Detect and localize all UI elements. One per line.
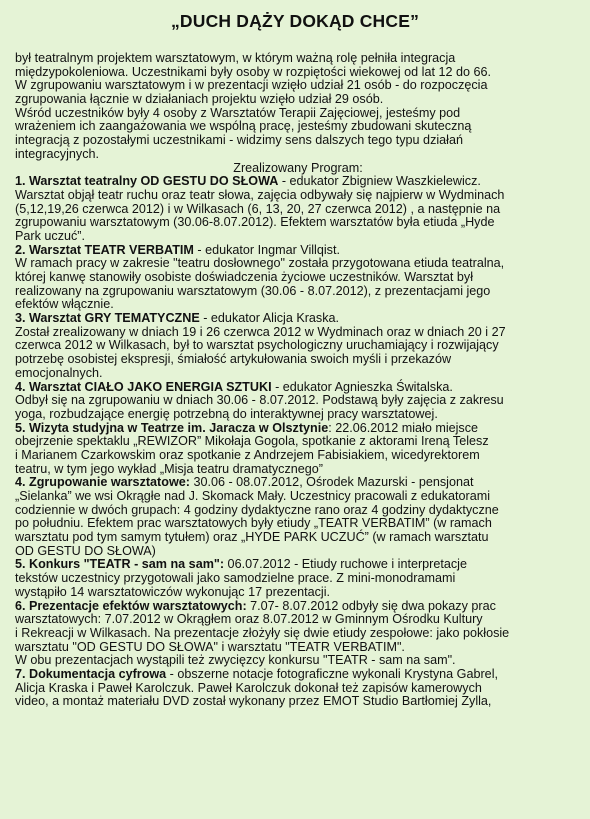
item-heading: 1. Warsztat teatralny OD GESTU DO SŁOWA	[15, 174, 279, 189]
text-line: tekstów uczestnicy przygotowali jako samodzielne prace. Z mini-monodramami	[15, 571, 456, 586]
program-item-9	[15, 668, 581, 709]
item-heading: 7. Dokumentacja cyfrowa	[15, 666, 167, 681]
item-heading-line	[15, 175, 581, 189]
text-line: emocjonalnych.	[15, 365, 103, 380]
program-item-1	[15, 175, 581, 243]
program-item-5	[15, 422, 581, 477]
text-line: efektów włącznie.	[15, 297, 114, 312]
item-heading-line	[15, 558, 581, 572]
program-item-8	[15, 600, 581, 668]
text-line: Wśród uczestników były 4 osoby z Warsztatów Terapii Zajęciowej, jesteśmy pod	[15, 105, 461, 120]
item-heading-rest: - obszerne notacje fotograficzne wykonali Krystyna Gabrel,	[166, 666, 498, 681]
program-item-4	[15, 381, 581, 422]
item-heading-rest: - edukator Agnieszka Świtalska.	[271, 379, 453, 394]
text-line: integracją z pozostałymi uczestnikami - widzimy sens dalszych tego typu działań	[15, 133, 463, 148]
program-heading: Zrealizowany Program:	[233, 160, 363, 175]
item-heading-rest: 7.07- 8.07.2012 odbyły się dwa pokazy prac	[246, 598, 496, 613]
text-line: warsztatu pod tym samym tytułem) oraz „HYDE PARK UCZUĆ” (w ramach warsztatu	[15, 530, 489, 545]
item-heading-rest: 06.07.2012 - Etiudy ruchowe i interpretacje	[224, 557, 467, 572]
text-line: Park uczuć”.	[15, 228, 85, 243]
document-title: „DUCH DĄŻY DOKĄD CHCE”	[170, 11, 420, 31]
item-heading-rest: - edukator Ingmar Villqist.	[193, 242, 340, 257]
item-heading-line	[15, 381, 581, 395]
text-line: potrzebę osobistej ekspresji, śmiałość artykułowania swoich myśli i przekazów	[15, 352, 452, 367]
text-line: W obu prezentacjach wystąpili też zwycięzcy konkursu "TEATR - sam na sam".	[15, 653, 456, 668]
item-heading: 5. Konkurs "TEATR - sam na sam":	[15, 557, 225, 572]
text-line: i Marianem Czarkowskim oraz spotkanie z Andrzejem Fabisiakiem, wicedyrektorem	[15, 447, 480, 462]
item-heading: 4. Warsztat CIAŁO JAKO ENERGIA SZTUKI	[15, 379, 272, 394]
item-heading-line	[15, 476, 581, 490]
text-line: teatru, w tym jego wykład „Misja teatru dramatycznego”	[15, 461, 323, 476]
text-line: obejrzenie spektaklu „REWIZOR” Mikołaja Gogola, spotkanie z aktorami Ireną Telesz	[15, 434, 489, 449]
intro-paragraph	[15, 52, 581, 162]
text-line: był teatralnym projektem warsztatowym, w którym ważną rolę pełniła integracja	[15, 51, 456, 65]
item-heading-line	[15, 244, 581, 258]
text-line: OD GESTU DO SŁOWA)	[15, 543, 156, 558]
text-line: zgrupowaniu warsztatowym (30.06-8.07.2012). Efektem warsztatów była etiuda „Hyde	[15, 215, 495, 230]
text-line: Alicja Kraska i Paweł Karolczuk. Paweł Karolczuk dokonał też zapisów kamerowych	[15, 680, 482, 695]
text-line: video, a montaż materiału DVD został wykonany przez EMOT Studio Bartłomiej Zylla,	[15, 694, 492, 709]
text-line: warsztatowych: 7.07.2012 w Okrągłem oraz 8.07.2012 w Gminnym Ośrodku Kultury	[15, 612, 483, 627]
text-line: i Rekreacji w Wilkasach. Na prezentacje złożyły się dwie etiudy zespołowe: jako pokłosie	[15, 625, 510, 640]
text-line: W ramach pracy w zakresie "teatru dosłownego" została przygotowana etiuda teatralna,	[15, 256, 505, 271]
text-line: czerwca 2012 w Wilkasach, był to warsztat psychologiczny uruchamiający i rozwijający	[15, 338, 499, 353]
text-line: codziennie w dwóch grupach: 4 godziny dydaktyczne rano oraz 4 godziny dydaktyczne	[15, 502, 499, 517]
text-line: wystąpiło 14 warsztatowiczów wykonując 17 prezentacji.	[15, 584, 330, 599]
text-line: (5,12,19,26 czerwca 2012) i w Wilkasach (6, 13, 20, 27 czerwca 2012) , a następnie na	[15, 201, 501, 216]
text-line: po południu. Efektem prac warsztatowych były etiudy „TEATR VERBATIM” (w ramach	[15, 516, 492, 531]
text-line: integracyjnych.	[15, 146, 99, 161]
item-heading-line	[15, 422, 581, 436]
item-heading: 2. Warsztat TEATR VERBATIM	[15, 242, 194, 257]
item-heading-rest: 30.06 - 08.07.2012, Ośrodek Mazurski - pensjonat	[189, 475, 474, 490]
item-heading-line	[15, 668, 581, 682]
item-heading-rest: - edukator Alicja Kraska.	[199, 311, 340, 326]
item-heading: 3. Warsztat GRY TEMATYCZNE	[15, 311, 200, 326]
program-item-3	[15, 312, 581, 380]
text-line: Odbył się na zgrupowaniu w dniach 30.06 - 8.07.2012. Podstawą były zajęcia z zakresu	[15, 393, 504, 408]
item-heading: 5. Wizyta studyjna w Teatrze im. Jaracza w Olsztynie	[15, 420, 329, 435]
text-line: Warsztat objął teatr ruchu oraz teatr słowa, zajęcia odbywały się najpierw w Wydminach	[15, 187, 505, 202]
text-line: wrażeniem ich zaangażowania we wspólną pracę, jesteśmy zbudowani skuteczną	[15, 119, 472, 134]
text-line: yoga, rozbudzające energię potrzebną do interaktywnej pracy warsztatowej.	[15, 406, 438, 421]
text-line: realizowany na zgrupowaniu warsztatowym (30.06 - 8.07.2012), z prezentacjami jego	[15, 283, 491, 298]
text-line: „Sielanka” we wsi Okrągłe nad J. Skomack Mały. Uczestnicy pracowali z edukatorami	[15, 489, 491, 503]
text-line: warsztatu "OD GESTU DO SŁOWA" i warsztatu "TEATR VERBATIM".	[15, 639, 405, 654]
item-heading-rest: : 22.06.2012 miało miejsce	[328, 420, 479, 435]
item-heading-line	[15, 600, 581, 614]
item-heading: 4. Zgrupowanie warsztatowe:	[15, 475, 190, 490]
program-item-2	[15, 244, 581, 312]
item-heading: 6. Prezentacje efektów warsztatowych:	[15, 598, 247, 613]
item-heading-rest: - edukator Zbigniew Waszkielewicz.	[278, 174, 481, 189]
program-item-6	[15, 476, 581, 558]
text-line: zgrupowania łącznie w działaniach projektu wzięło udział 29 osób.	[15, 92, 384, 107]
program-item-7	[15, 558, 581, 599]
text-line: międzypokoleniowa. Uczestnikami były osoby w rozpiętości wiekowej od lat 12 do 66.	[15, 64, 491, 79]
text-line: Został zrealizowany w dniach 19 i 26 czerwca 2012 w Wydminach oraz w dniach 20 i 27	[15, 324, 506, 339]
item-heading-line	[15, 312, 581, 326]
document-body	[15, 52, 581, 709]
text-line: W zgrupowaniu warsztatowym i w prezentacji wzięło udział 21 osób - do rozpoczęcia	[15, 78, 488, 93]
text-line: której kanwę stanowiły osobiste doświadczenia życiowe uczestników. Warsztat był	[15, 270, 474, 284]
